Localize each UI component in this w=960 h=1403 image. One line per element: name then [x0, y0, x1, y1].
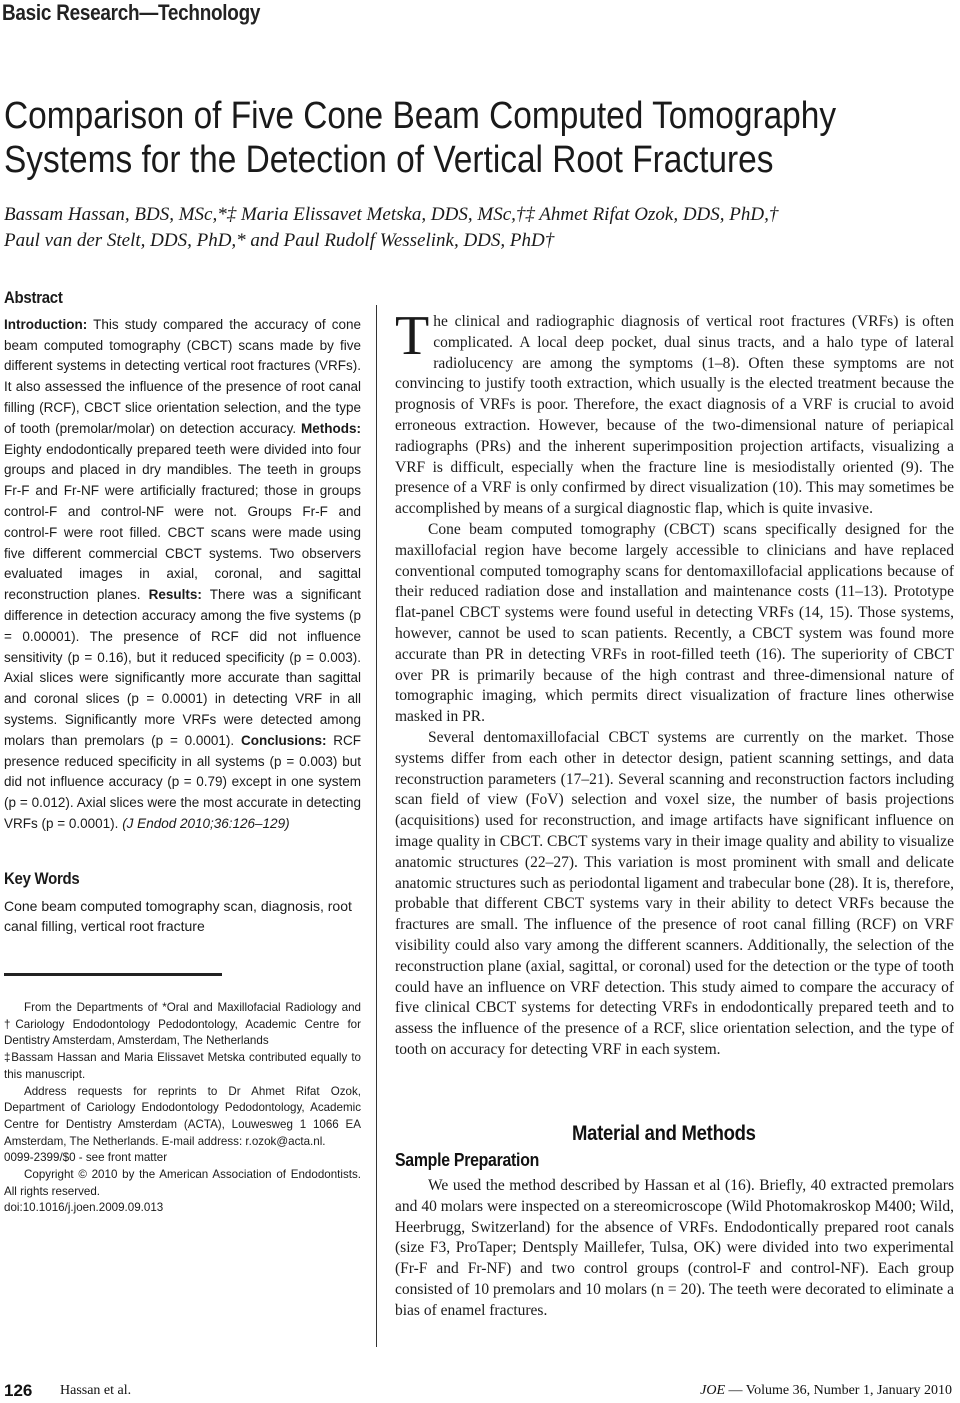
journal-abbrev: JOE: [700, 1383, 726, 1398]
sample-preparation-heading: Sample Preparation: [395, 1150, 540, 1170]
abstract-intro-text: This study compared the accuracy of cone beam computed tomography (CBCT) scans made by five different systems in detecting vertical root fractures (VRFs). It also assessed the influence of the presence of root canal filling (RCF), CBCT slice orientation selection, and the type of tooth (premolar/molar) on detection accuracy.: [4, 316, 361, 436]
footnote-doi: doi:10.1016/j.joen.2009.09.013: [4, 1201, 164, 1215]
left-column: [4, 288, 361, 937]
page-footer: [0, 1383, 960, 1403]
section-label: Basic Research—Technology: [2, 0, 261, 25]
page-number: 126: [4, 1381, 33, 1400]
running-author: Hassan et al.: [60, 1383, 132, 1398]
intro-paragraph-text: he clinical and radiographic diagnosis of vertical root fractures (VRFs) is often complicated. A local deep pocket, dual sinus tracts, and a halo type of lateral radiolucency are among the symptoms (1–8). Often these symptoms are not convincing to justify tooth extraction, which usually is the elected treatment because the prognosis of VRFs is poor. Therefore, the exact diagnosis of a VRF is crucial to avoid erroneous extraction. However, because of the two-dimensional nature of periapical radiographs (PRs) and the inherent superimposition projection artifacts, visualizing a VRF is difficult, especially when the fracture line is mesiodistally oriented (9). The presence of a VRF is only confirmed by direct visualization (10). This may sometimes be accomplished by means of a surgical diagnostic flap, which is quite invasive.: [395, 313, 954, 518]
abstract-body: [4, 315, 361, 835]
abstract-heading: Abstract: [4, 288, 63, 307]
intro-paragraph: Several dentomaxillofacial CBCT systems are currently on the market. Those systems differ from each other in detector design, patient scanning settings, and data reconstruction parameters (17–21). Several scanning and reconstruction factors including scan field of view (FoV) selection and voxel size, the number of basis projections (acquisitions) used for reconstruction, and image artifacts have significant influence on image quality in CBCT. CBCT systems vary in their image quality and ability to visualize anatomic structures (22–27). This variation is most prominent with small and delicate anatomic structures such as periodontal ligament and trabecular bone (28). It is, therefore, probable that different CBCT systems vary in their ability to detect VRFs because the fractures are small. The influence of the presence of root canal filling (RCF) on VRF visibility could also vary among the different scanners. Additionally, the selection of the reconstruction plane (axial, sagittal, or coronal) used for the detection or the type of tooth could have an influence on VRF detection. This study aimed to compare the accuracy of five clinical CBCT systems for detecting VRFs in endodontically prepared teeth and to assess the influence of the presence of a RCF, slice orientation selection, and the type of tooth on accuracy for detecting VRF in each system.: [395, 728, 954, 1058]
intro-paragraph: Cone beam computed tomography (CBCT) scans specifically designed for the maxillofacial region have become largely accessible to clinicians and have replaced conventional computed tomography scans for dentomaxillofacial applications because of their reduced radiation dose and installation and maintenance costs (11–13). Prototype flat-panel CBCT systems were found useful in detecting VRFs (14, 15). Those systems, however, cannot be used to scan patients. Recently, a CBCT system was found more accurate than PR in detecting VRFs in root-filled teeth (16). The superiority of CBCT over PR is primarily because of the high contrast and three-dimensional nature of tomographic imaging, which permits direct visualization of fracture lines otherwise masked in PR.: [395, 520, 954, 726]
abstract-citation: (J Endod 2010;36:126–129): [122, 815, 290, 831]
abstract-conclusions-label: Conclusions:: [240, 732, 327, 748]
abstract-methods-label: Methods:: [301, 420, 361, 436]
methods-body: [395, 1176, 954, 1322]
article-title-line: Systems for the Detection of Vertical Root Fractures: [4, 139, 774, 181]
abstract-intro-label: Introduction:: [4, 316, 88, 332]
methods-paragraph: We used the method described by Hassan et al (16). Briefly, 40 extracted premolars and 40 molars were inspected on a stereomicroscope (Wild Photomakroskop M400; Wild, Heerbrugg, Switzerland) for the absence of VRFs. Endodontically prepared root canals (size F3, ProTaper; Dentsply Maillefer, Tulsa, OK) were divided into two experimental (Fr-F and Fr-NF) and two control groups (control-F and control-NF). Each group consisted of 10 premolars and 10 molars (n = 20). The teeth were decorated to eliminate a bias of enamel fractures.: [395, 1177, 954, 1319]
author-list: [4, 202, 954, 254]
keywords-text: Cone beam computed tomography scan, diagnosis, root canal filling, vertical root fracture: [4, 897, 352, 935]
footnote-address: Address requests for reprints to Dr Ahmet Rifat Ozok, Department of Cariology Endodontology Pedodontology, Academic Centre for Dentistry Amsterdam (ACTA), Louwesweg 1 1066 EA Amsterdam, The Netherlands. E-mail address: r.ozok@acta.nl.: [4, 1084, 361, 1148]
footnote-divider: [4, 973, 222, 976]
article-title-line: Comparison of Five Cone Beam Computed Tomography: [4, 95, 837, 137]
abstract-results-text: There was a significant difference in detection accuracy among the five systems (p = 0.00001). The presence of RCF did not influence sensitivity (p = 0.16), but it reduced specificity (p = 0.003). Axial slices were significantly more accurate than sagittal and coronal slices (p = 0.0001) in detecting VRF in all systems. Significantly more VRFs were detected among molars than premolars (p = 0.0001).: [4, 587, 361, 748]
journal-volume: — Volume 36, Number 1, January 2010: [725, 1383, 952, 1398]
right-column: [395, 305, 954, 1061]
footnote-contribution: ‡Bassam Hassan and Maria Elissavet Metska contributed equally to this manuscript.: [4, 1051, 361, 1081]
drop-cap: T: [395, 305, 430, 367]
intro-paragraph: [395, 305, 954, 520]
author-line: Paul van der Stelt, DDS, PhD,* and Paul Rudolf Wesselink, DDS, PhD†: [4, 230, 555, 251]
journal-info: [700, 1383, 952, 1399]
author-line: Bassam Hassan, BDS, MSc,*‡ Maria Elissavet Metska, DDS, MSc,†‡ Ahmet Rifat Ozok, DDS, PhD,†: [4, 204, 779, 225]
column-rule: [376, 305, 377, 1347]
article-title: [4, 94, 837, 182]
footnotes: [4, 1000, 361, 1217]
materials-methods-heading: Material and Methods: [572, 1122, 756, 1145]
footnote-issn: 0099-2399/$0 - see front matter: [4, 1151, 168, 1165]
abstract-results-label: Results:: [148, 587, 202, 603]
footnote-affiliation: From the Departments of *Oral and Maxillofacial Radiology and †Cariology Endodontology Pedodontology, Academic Centre for Dentistry Amsterdam, Amsterdam, The Netherlands: [4, 1001, 361, 1048]
keywords-heading: Key Words: [4, 868, 80, 888]
footnote-copyright: Copyright © 2010 by the American Association of Endodontists. All rights reserved.: [4, 1168, 361, 1198]
abstract-conclusions-text: RCF presence reduced specificity in all systems (p = 0.003) but did not influence accuracy (p = 0.79) except in one system (p = 0.012). Axial slices were the most accurate in detecting VRFs (p = 0.0001).: [4, 732, 362, 831]
abstract-methods-text: Eighty endodontically prepared teeth were divided into four groups and placed in dry mandibles. The teeth in groups Fr-F and Fr-NF were artificially fractured; those in groups control-F and control-NF were not. Groups Fr-F and control-F were root filled. CBCT scans were made using five different commercial CBCT systems. Two observers evaluated images in axial, coronal, and sagittal reconstruction planes.: [4, 441, 361, 603]
